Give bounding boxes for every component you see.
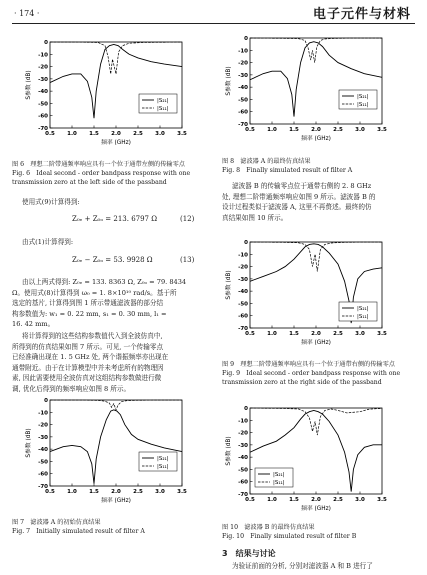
x-tick-label: 3.0 bbox=[355, 331, 365, 337]
y-tick-label: -20 bbox=[238, 430, 248, 437]
x-tick-label: 0.5 bbox=[45, 131, 55, 137]
y-tick-label: -40 bbox=[238, 455, 248, 462]
legend-label: |S₂₁| bbox=[273, 472, 285, 478]
para-4-line-5: 素, 因此需要使用全波仿真对这组结构参数做进行微 bbox=[12, 374, 162, 383]
x-tick-label: 2.5 bbox=[333, 497, 343, 503]
x-tick-label: 3.5 bbox=[177, 489, 187, 495]
y-tick-label: -60 bbox=[238, 313, 248, 320]
para-3 bbox=[12, 277, 212, 330]
x-tick-label: 2.0 bbox=[111, 131, 121, 137]
fig7-caption-cn: 图 7 滤波器 A 的初始仿真结果 bbox=[12, 519, 101, 526]
fig9-caption-en-1: Fig. 9 Ideal second - order bandpass response with one bbox=[222, 370, 401, 377]
para-1: 使用式(9)计算得到: bbox=[22, 198, 80, 206]
fig8-caption-en: Fig. 8 Finally simulated result of filter A bbox=[222, 167, 353, 174]
chart-fig6 bbox=[22, 38, 212, 153]
y-tick-label: -40 bbox=[238, 85, 248, 92]
x-tick-label: 3.0 bbox=[355, 497, 365, 503]
y-tick-label: 0 bbox=[44, 40, 48, 46]
y-tick-label: -50 bbox=[238, 97, 248, 104]
x-tick-label: 1.0 bbox=[67, 131, 77, 137]
x-tick-label: 1.5 bbox=[89, 489, 99, 495]
y-axis-label: S参数 (dB) bbox=[226, 270, 232, 300]
equation-12: Z₀ₑ + Z₀ₒ = 213. 6797 Ω bbox=[72, 215, 158, 223]
plot-frame bbox=[50, 400, 182, 486]
fig10-caption-en: Fig. 10 Finally simulated result of filter B bbox=[222, 533, 357, 540]
x-tick-label: 3.5 bbox=[377, 497, 387, 503]
y-tick-label: -30 bbox=[38, 76, 48, 83]
series-line-s21 bbox=[50, 410, 182, 484]
para-right-1 bbox=[222, 181, 418, 223]
fig8-caption-cn: 图 8 滤波器 A 的最终仿真结果 bbox=[222, 158, 311, 165]
journal-title: 电子元件与材料 bbox=[312, 7, 411, 22]
para-4 bbox=[12, 331, 212, 395]
x-tick-label: 3.0 bbox=[155, 489, 165, 495]
para-4-line-4: 通带附近。由于在计算模型中并未考虑所有的物理因 bbox=[12, 363, 164, 372]
chart-fig7 bbox=[22, 396, 212, 511]
x-tick-label: 0.5 bbox=[45, 489, 55, 495]
y-tick-label: -30 bbox=[238, 276, 248, 283]
x-tick-label: 1.0 bbox=[67, 489, 77, 495]
y-tick-label: -50 bbox=[38, 459, 48, 466]
para-3-line-5: 16. 42 mm。 bbox=[12, 320, 55, 329]
x-axis-label: 频率 (GHz) bbox=[101, 140, 131, 146]
x-tick-label: 1.5 bbox=[289, 127, 299, 133]
series-line-s11 bbox=[250, 38, 382, 62]
y-tick-label: -10 bbox=[238, 252, 248, 259]
x-axis-label: 频率 (GHz) bbox=[301, 340, 331, 346]
x-tick-label: 2.5 bbox=[333, 127, 343, 133]
para-4-line-3: 已经准确出现在 1. 5 GHz 处, 两个谐振频率亦出现在 bbox=[12, 353, 169, 362]
para-right-1-line-1: 滤波器 B 的传输零点位于通带右侧的 2. 8 GHz bbox=[232, 182, 372, 190]
chart-fig10 bbox=[222, 404, 412, 519]
x-tick-label: 1.0 bbox=[267, 331, 277, 337]
para-4-line-2: 所得到的仿真结果如图 7 所示。可见, 一个传输零点 bbox=[12, 342, 164, 351]
para-3-line-3: 选定的基片, 计算得到图 1 所示带通滤波器的部分结 bbox=[12, 299, 164, 308]
x-tick-label: 2.5 bbox=[133, 489, 143, 495]
y-tick-label: 0 bbox=[44, 398, 48, 404]
legend-label: |S₁₁| bbox=[273, 480, 285, 486]
y-tick-label: -50 bbox=[38, 101, 48, 108]
x-tick-label: 2.0 bbox=[311, 331, 321, 337]
y-tick-label: -10 bbox=[38, 410, 48, 417]
y-tick-label: -60 bbox=[38, 113, 48, 120]
series-line-s11 bbox=[250, 242, 382, 271]
x-tick-label: 2.0 bbox=[311, 127, 321, 133]
y-tick-label: -10 bbox=[238, 48, 248, 55]
legend-label: |S₁₁| bbox=[157, 106, 169, 112]
y-tick-label: -20 bbox=[38, 422, 48, 429]
equation-13-number: (13) bbox=[180, 256, 195, 264]
y-tick-label: -70 bbox=[238, 326, 248, 332]
x-tick-label: 1.0 bbox=[267, 497, 277, 503]
x-tick-label: 0.5 bbox=[245, 331, 255, 337]
fig7-caption bbox=[12, 518, 208, 536]
fig10-caption-cn: 图 10 滤波器 B 的最终仿真结果 bbox=[222, 524, 315, 531]
header-rule bbox=[12, 23, 415, 24]
legend-label: |S₁₁| bbox=[357, 314, 369, 320]
y-tick-label: -20 bbox=[238, 264, 248, 271]
y-tick-label: -30 bbox=[238, 72, 248, 79]
plot-frame bbox=[250, 38, 382, 124]
para-right-1-line-3: 设计过程类似于滤波器 A, 这里不再赘述。最终的仿 bbox=[222, 203, 372, 212]
x-tick-label: 1.5 bbox=[89, 131, 99, 137]
y-tick-label: -70 bbox=[238, 122, 248, 128]
y-tick-label: -40 bbox=[238, 289, 248, 296]
legend-label: |S₂₁| bbox=[357, 306, 369, 312]
x-tick-label: 2.5 bbox=[133, 131, 143, 137]
y-tick-label: -30 bbox=[238, 442, 248, 449]
x-tick-label: 2.0 bbox=[111, 489, 121, 495]
para-right-1-line-2: 处, 理想二阶带通频率响应如图 9 所示。滤波器 B 的 bbox=[222, 192, 376, 201]
y-tick-label: -20 bbox=[38, 64, 48, 71]
series-line-s11 bbox=[250, 408, 382, 435]
x-tick-label: 3.5 bbox=[377, 331, 387, 337]
y-tick-label: -30 bbox=[38, 434, 48, 441]
para-3-line-4: 构参数值为: w₁ = 0. 22 mm, s₁ = 0. 30 mm, l₁ = bbox=[12, 309, 167, 318]
y-tick-label: -20 bbox=[238, 60, 248, 67]
y-tick-label: -60 bbox=[38, 471, 48, 478]
legend-label: |S₁₁| bbox=[157, 464, 169, 470]
para-right-1-line-4: 真结果如图 10 所示。 bbox=[222, 213, 288, 222]
fig8-caption bbox=[222, 157, 418, 175]
para-right-2: 为验证前面的分析, 分别对滤波器 A 和 B 进行了 bbox=[232, 562, 373, 570]
x-tick-label: 2.0 bbox=[311, 497, 321, 503]
x-tick-label: 3.5 bbox=[177, 131, 187, 137]
legend-label: |S₂₁| bbox=[157, 98, 169, 104]
page-number: · 174 · bbox=[14, 9, 40, 18]
chart-fig9 bbox=[222, 238, 412, 353]
y-axis-label: S参数 (dB) bbox=[26, 70, 32, 100]
x-tick-label: 1.5 bbox=[289, 331, 299, 337]
fig9-caption bbox=[222, 360, 418, 387]
fig7-caption-en: Fig. 7 Initially simulated result of filter A bbox=[12, 528, 145, 535]
fig6-caption-cn: 图 6 理想二阶带通频率响应具有一个位于通带左侧的传输零点 bbox=[12, 161, 185, 168]
x-tick-label: 0.5 bbox=[245, 127, 255, 133]
series-line-s11 bbox=[50, 400, 182, 410]
equation-12-number: (12) bbox=[180, 215, 195, 223]
fig6-caption-en-2: transmission zero at the left side of the passband bbox=[12, 179, 167, 186]
y-tick-label: -60 bbox=[238, 479, 248, 486]
equation-13: Z₀ₑ − Z₀ₒ = 53. 9928 Ω bbox=[72, 256, 153, 264]
plot-frame bbox=[50, 42, 182, 128]
y-tick-label: 0 bbox=[244, 36, 248, 42]
y-axis-label: S参数 (dB) bbox=[226, 436, 232, 466]
y-tick-label: -60 bbox=[238, 109, 248, 116]
x-axis-label: 频率 (GHz) bbox=[301, 136, 331, 142]
fig6-caption bbox=[12, 160, 208, 187]
legend-label: |S₁₁| bbox=[357, 102, 369, 108]
fig10-caption bbox=[222, 523, 418, 541]
legend-label: |S₂₁| bbox=[357, 94, 369, 100]
section-heading-3: 3 结果与讨论 bbox=[222, 549, 276, 558]
x-tick-label: 3.0 bbox=[155, 131, 165, 137]
para-3-line-2: Ω。使用式(8)计算得到 ω₀ = 1. 8×10¹⁰ rad/s。基于所 bbox=[12, 288, 177, 297]
para-4-line-6: 调, 优化后得到的频率响应如图 8 所示。 bbox=[12, 384, 131, 393]
y-tick-label: -70 bbox=[38, 126, 48, 132]
fig6-caption-en-1: Fig. 6 Ideal second - order bandpass response with one bbox=[12, 170, 191, 177]
chart-fig8 bbox=[222, 34, 412, 149]
y-tick-label: 0 bbox=[244, 240, 248, 246]
fig9-caption-cn: 图 9 理想二阶带通频率响应具有一个位于通带右侧的传输零点 bbox=[222, 361, 395, 368]
x-axis-label: 频率 (GHz) bbox=[301, 506, 331, 512]
y-tick-label: 0 bbox=[244, 406, 248, 412]
legend-label: |S₂₁| bbox=[157, 456, 169, 462]
x-tick-label: 1.5 bbox=[289, 497, 299, 503]
x-tick-label: 3.0 bbox=[355, 127, 365, 133]
y-axis-label: S参数 (dB) bbox=[26, 428, 32, 458]
y-tick-label: -40 bbox=[38, 447, 48, 454]
x-tick-label: 3.5 bbox=[377, 127, 387, 133]
x-tick-label: 0.5 bbox=[245, 497, 255, 503]
y-tick-label: -70 bbox=[38, 484, 48, 490]
para-3-line-1: 由以上两式得到: Z₀ₑ = 133. 8363 Ω, Z₀ₒ = 79. 8434 bbox=[22, 278, 187, 286]
para-2: 由式(1)计算得到: bbox=[22, 238, 74, 246]
y-tick-label: -50 bbox=[238, 301, 248, 308]
x-axis-label: 频率 (GHz) bbox=[101, 498, 131, 504]
y-tick-label: -40 bbox=[38, 89, 48, 96]
series-line-s11 bbox=[50, 42, 182, 74]
y-tick-label: -10 bbox=[38, 52, 48, 59]
fig9-caption-en-2: transmission zero at the right side of the passband bbox=[222, 379, 382, 386]
y-tick-label: -10 bbox=[238, 418, 248, 425]
y-axis-label: S参数 (dB) bbox=[226, 66, 232, 96]
x-tick-label: 2.5 bbox=[333, 331, 343, 337]
x-tick-label: 1.0 bbox=[267, 127, 277, 133]
y-tick-label: -70 bbox=[238, 492, 248, 498]
para-4-line-1: 将计算得到的这些结构参数值代入到全波仿真中, bbox=[22, 332, 163, 340]
y-tick-label: -50 bbox=[238, 467, 248, 474]
